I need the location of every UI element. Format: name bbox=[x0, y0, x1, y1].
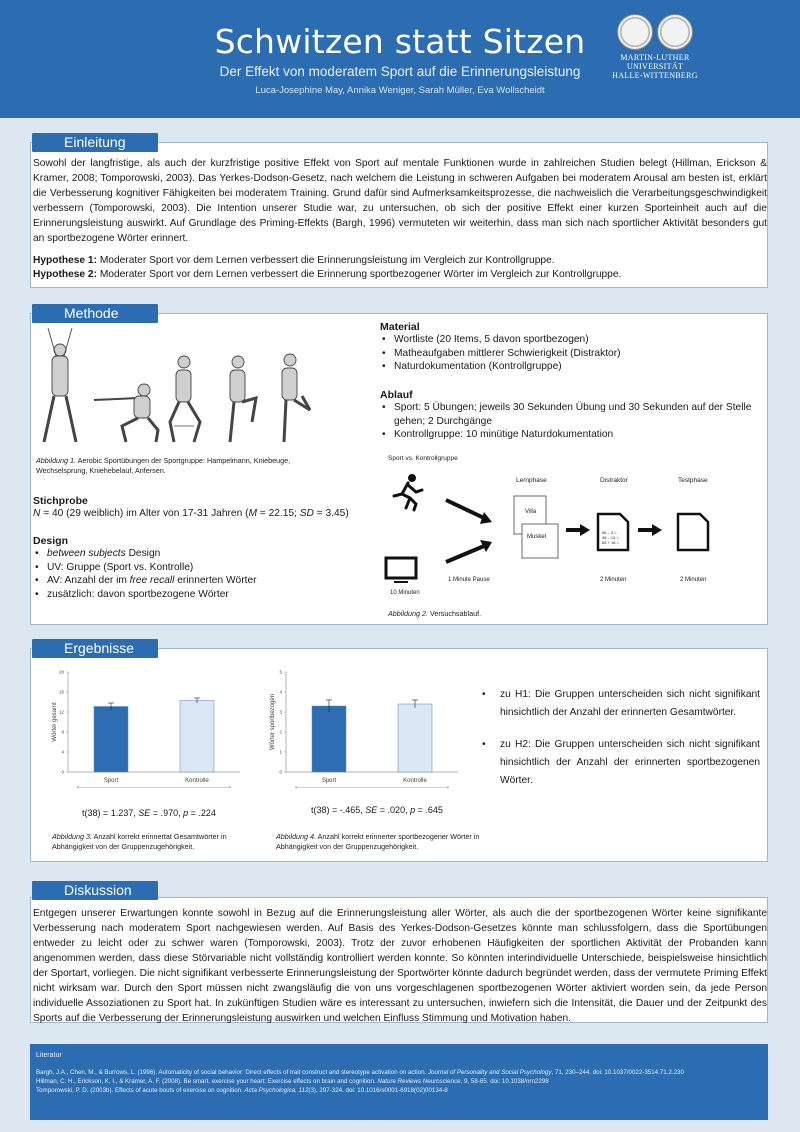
literature-footer bbox=[30, 1044, 768, 1120]
stat-part: t(38) = 1.237, bbox=[82, 808, 139, 818]
flow-label-learn: Lernphase bbox=[516, 477, 547, 484]
x-tick-label: Sport bbox=[103, 778, 119, 784]
exercise-person-icon bbox=[230, 356, 256, 442]
seal-icon bbox=[657, 14, 693, 50]
reference-part: (3), 297-324. doi: 10.1016/s0001-6918(02)00134-8 bbox=[308, 1087, 448, 1094]
list-item: • Sport: 5 Übungen; jeweils 30 Sekunden Übung und 30 Sekunden auf der Stelle gehen; 2 Durchgänge bbox=[380, 401, 752, 428]
word-card-muskel: Muskel bbox=[527, 534, 547, 540]
design-title: Design bbox=[33, 535, 69, 547]
stat-part: = .645 bbox=[415, 805, 443, 815]
word-card-villa: Villa bbox=[525, 509, 537, 515]
x-tick-label: Kontrolle bbox=[403, 778, 427, 784]
word-card bbox=[522, 524, 558, 558]
stat-se-symbol: SE bbox=[138, 808, 151, 818]
material-list bbox=[380, 333, 760, 374]
pause-duration: 1 Minute Pause bbox=[448, 577, 490, 583]
university-name-line: MARTIN-LUTHER bbox=[620, 53, 690, 62]
hypothesis-1-label: Hypothese 1: bbox=[33, 255, 97, 266]
university-name-line: UNIVERSITÄT bbox=[626, 62, 684, 71]
y-tick-label: 12 bbox=[58, 709, 64, 715]
figure-1-text: Aerobic Sportübungen der Sportgruppe: Hampelmann, Kniebeuge, Wechselsprung, Kniehebelauf, Anfersen. bbox=[36, 456, 291, 475]
figure-2-label: Abbildung 2. bbox=[388, 609, 428, 618]
reference-journal: Acta Psychologica, 112 bbox=[244, 1087, 309, 1094]
results-bullets bbox=[480, 686, 760, 804]
results-bullet-h2: • zu H2: Die Gruppen unterscheiden sich nicht signifikant hinsichtlich der Anzahl der erinnerten sportbezogenen Wörter. bbox=[480, 736, 760, 790]
seal-icon bbox=[617, 14, 653, 50]
y-tick-label: 8 bbox=[61, 729, 64, 735]
test-duration: 2 Minuten bbox=[680, 577, 707, 583]
stat-part: = .020, bbox=[377, 805, 411, 815]
stat-part: t(38) = -.465, bbox=[311, 805, 366, 815]
section-heading-intro: Einleitung bbox=[32, 133, 158, 152]
y-tick-label: 0 bbox=[61, 769, 64, 775]
list-item bbox=[33, 547, 363, 561]
reference-part: Tomporowski, P. D. (2003b). Effects of acute bouts of exercise on cognition. bbox=[36, 1087, 245, 1094]
figure-4-caption bbox=[276, 832, 480, 852]
design-item-text: Design bbox=[125, 548, 161, 559]
hypothesis-2-label: Hypothese 2: bbox=[33, 269, 97, 280]
y-axis-label: Wörter gesamt bbox=[52, 702, 58, 742]
y-tick-label: 4 bbox=[61, 749, 64, 755]
university-name-line: HALLE-WITTENBERG bbox=[612, 71, 698, 80]
flow-label-test: Testphase bbox=[678, 477, 708, 484]
reference-part: , 9, 58-65. doi: 10.1038/nrn2298 bbox=[460, 1078, 549, 1085]
sample-block bbox=[33, 495, 363, 521]
arrow-icon bbox=[446, 500, 484, 518]
material-title: Material bbox=[380, 321, 420, 333]
figure-4-label: Abbildung 4. bbox=[276, 832, 316, 841]
list-item: • zusätzlich: davon sportbezogene Wörter bbox=[33, 588, 363, 602]
design-item-text: erinnerten Wörter bbox=[174, 575, 257, 586]
y-tick-label: 20 bbox=[58, 669, 64, 675]
poster-subtitle: Der Effekt von moderatem Sport auf die Erinnerungsleistung bbox=[219, 64, 581, 79]
list-item: • Wortliste (20 Items, 5 davon sportbezogen) bbox=[380, 333, 760, 347]
distractor-duration: 2 Minuten bbox=[600, 577, 627, 583]
chart-total-words bbox=[50, 664, 250, 788]
design-item-italic: free recall bbox=[129, 575, 175, 586]
sample-text-part: = 3.45) bbox=[313, 508, 349, 519]
y-tick-label: 16 bbox=[58, 689, 64, 695]
stat-part: = .970, bbox=[150, 808, 184, 818]
runner-icon bbox=[394, 475, 422, 511]
chart-sport-words bbox=[268, 664, 468, 788]
comparison-bracket bbox=[296, 786, 448, 788]
tv-icon bbox=[386, 558, 416, 582]
math-items: 56 – 3 = 48 – 13 = 65 + 18 = bbox=[602, 530, 619, 545]
exercise-person-icon bbox=[282, 354, 310, 442]
stat-p-symbol: p bbox=[410, 805, 416, 815]
test-document-icon bbox=[678, 514, 708, 550]
list-item bbox=[33, 574, 363, 588]
procedure-block bbox=[380, 389, 752, 442]
y-tick-label: 1 bbox=[279, 749, 282, 755]
results-bullet-h1: • zu H1: Die Gruppen unterscheiden sich nicht signifikant hinsichtlich der Anzahl der erinnerten Gesamtwörter. bbox=[480, 686, 760, 722]
list-item: • UV: Gruppe (Sport vs. Kontrolle) bbox=[33, 561, 363, 575]
hypothesis-1-text: Moderater Sport vor dem Lernen verbessert die Erinnerungsleistung im Vergleich zur Kontrollgruppe. bbox=[96, 255, 555, 266]
reference-part: Hillman, C. H., Erickson, K. I., & Kramer, A. F. (2008). Be smart, exercise your heart: Exercise effects on brain and cognition. bbox=[36, 1078, 378, 1085]
design-block bbox=[33, 535, 363, 601]
figure-1-caption bbox=[36, 456, 336, 476]
sample-text-part: = 22.15; bbox=[256, 508, 300, 519]
section-heading-discussion: Diskussion bbox=[32, 881, 158, 900]
reference-journal: Journal of Personality and Social Psychology bbox=[427, 1069, 552, 1076]
stat-se-symbol: SE bbox=[365, 805, 378, 815]
hypothesis-2 bbox=[33, 268, 767, 282]
university-logo bbox=[600, 14, 710, 80]
discussion-text: Entgegen unserer Erwartungen konnte sowohl in Bezug auf die Erinnerungsleistung aller Wörter, als auch die der sportbezogenen Wörter keine signifikante Verbesserung nach moderatem Sport nachgewiesen werden. Auf Basis des Yerkes-Dodson-Gesetzes könnte man schlussfolgern, dass die Sportübungen entweder zu leicht oder zu schwer waren (Tomporowski, 2003). Trotz der zuvor erhobenen Häufigkeiten der sportlichen Aktivität der Probanden kann angenommen werden, dass diese Störvariable nicht vollständig kontrolliert werden konnte. So könnten interindividuelle Unterschiede, beispielsweise hinsichtlich der Sportart, vorliegen. Die nicht signifikant verbesserte Erinnerungsleistung der Sportwörter könnte dadurch begründet werden, dass der vermutete Priming Effekt nicht wirksam war. Durch den Sport müssen nicht zwangsläufig die von uns vorgeschlagenen sportbezogenen Wörter aktiviert worden sein, da jede Person individuelle Assoziationen zu Sport hat. In zukünftigen Studien wäre es interessant zu untersuchen, inwiefern sich die Intensität, die Dauer und der Zeitpunkt des Sports auf die Verbesserung der Erinnerungsleistung auswirken und welchen Einfluss Stimmung und Motivation haben. bbox=[33, 908, 767, 1024]
bar bbox=[398, 704, 432, 772]
poster-authors: Luca-Josephine May, Annika Weniger, Sarah Müller, Eva Wollscheidt bbox=[255, 85, 545, 96]
reference-item bbox=[36, 1077, 762, 1086]
arrow-icon bbox=[446, 546, 484, 562]
stat-p-symbol: p bbox=[183, 808, 189, 818]
sample-sd-symbol: SD bbox=[299, 508, 314, 519]
list-item: • Kontrollgruppe: 10 minütige Naturdokumentation bbox=[380, 428, 752, 442]
sample-text bbox=[33, 507, 363, 521]
figure-3-caption bbox=[52, 832, 252, 852]
sample-text-part: = 40 (29 weiblich) im Alter von 17-31 Jahren ( bbox=[40, 508, 249, 519]
list-item: • Naturdokumentation (Kontrollgruppe) bbox=[380, 360, 760, 374]
hypothesis-2-text: Moderater Sport vor dem Lernen verbessert die Erinnerung sportbezogener Wörter im Vergleich zur Kontrollgruppe. bbox=[96, 269, 622, 280]
bar bbox=[94, 707, 128, 773]
reference-part: , 71, 230–244. doi: 10.1037/0022-3514.71.2.230 bbox=[551, 1069, 684, 1076]
reference-part: Bargh, J.A., Chen, M., & Burrows, L. (1996). Automaticity of social behavior: Direct effects of trait construct and stereotype activation on action. bbox=[36, 1069, 428, 1076]
exercise-person-icon bbox=[94, 384, 158, 442]
material-block bbox=[380, 321, 760, 374]
literature-title: Literatur bbox=[36, 1052, 62, 1059]
y-axis-label: Wörter sportbezogen bbox=[270, 693, 276, 751]
poster-title: Schwitzen statt Sitzen bbox=[214, 22, 586, 61]
figure-4-text: Anzahl korrekt erinnerter sportbezogener Wörter in Abhängigkeit von der Gruppenzugehörigkeit. bbox=[276, 832, 480, 851]
y-tick-label: 4 bbox=[279, 689, 282, 695]
y-tick-label: 0 bbox=[279, 769, 282, 775]
intro-text: Sowohl der langfristige, als auch der kurzfristige positive Effekt von Sport auf mentale Funktionen wurde in zahlreichen Studien belegt (Hillman, Erickson & Kramer, 2008; Tomporowski, 2003). Das Yerkes-Dodson-Gesetz, nach welchem die Leistung in schweren Aufgaben bei moderatem Arousal am besten ist, erklärt die Verbesserung kognitiver Fähigkeiten bei moderatem Training. Grund dafür sind Aufmerksamkeitsprozesse, die nachweislich die Verarbeitungsgeschwindigkeit verbessern (Tomporowski, 2003). Die Intention unserer Studie war, zu untersuchen, ob sich der positive Effekt einer kurzen Sporteinheit auch auf die Erinnerungsleistung auswirkt. Auf Grundlage des Priming-Effekts (Bargh, 1996) vermuteten wir weiterhin, dass man sich nach sportlicher Aktivität besonders gut an sportbezogene Wörter erinnert. bbox=[33, 158, 767, 244]
flow-label-distractor: Distraktor bbox=[600, 477, 628, 484]
tv-duration: 10 Minuten bbox=[390, 590, 420, 596]
bar bbox=[312, 706, 346, 772]
y-tick-label: 5 bbox=[279, 669, 282, 675]
flow-title: Sport vs. Kontrollgruppe bbox=[388, 455, 458, 462]
list-item: • Matheaufgaben mittlerer Schwierigkeit (Distraktor) bbox=[380, 347, 760, 361]
figure-3-label: Abbildung 3. bbox=[52, 832, 92, 841]
y-tick-label: 2 bbox=[279, 729, 282, 735]
exercise-person-icon bbox=[44, 328, 76, 442]
reference-journal: Nature Reviews Neuroscience bbox=[377, 1078, 461, 1085]
stat-result-1 bbox=[82, 808, 216, 818]
section-heading-results: Ergebnisse bbox=[32, 639, 158, 658]
figure-2-text: Versuchsablauf. bbox=[427, 609, 482, 618]
sample-n-symbol: N bbox=[33, 508, 41, 519]
figure-2-caption bbox=[388, 609, 481, 619]
reference-item bbox=[36, 1068, 762, 1077]
design-list bbox=[33, 547, 363, 601]
design-item-italic: between subjects bbox=[47, 548, 126, 559]
y-tick-label: 3 bbox=[279, 709, 282, 715]
x-tick-label: Sport bbox=[321, 778, 337, 784]
bar bbox=[180, 701, 214, 773]
figure-1-label: Abbildung 1. bbox=[36, 456, 76, 465]
procedure-list bbox=[380, 401, 752, 442]
exercise-figure bbox=[34, 326, 334, 450]
exercise-person-icon bbox=[170, 356, 200, 442]
reference-item bbox=[36, 1086, 762, 1095]
section-heading-method: Methode bbox=[32, 304, 158, 323]
procedure-title: Ablauf bbox=[380, 389, 413, 401]
design-item-text: AV: Anzahl der im bbox=[47, 575, 130, 586]
stat-part: = .224 bbox=[188, 808, 216, 818]
poster-header bbox=[0, 0, 800, 118]
comparison-bracket bbox=[78, 786, 230, 788]
hypothesis-1 bbox=[33, 254, 767, 268]
sample-title: Stichprobe bbox=[33, 495, 88, 507]
figure-3-text: Anzahl korrekt erinnertat Gesamtwörter in Abhängigkeit von der Gruppenzugehörigkeit. bbox=[52, 832, 227, 851]
x-tick-label: Kontrolle bbox=[185, 778, 209, 784]
sample-m-symbol: M bbox=[248, 508, 257, 519]
stat-result-2 bbox=[311, 805, 443, 815]
